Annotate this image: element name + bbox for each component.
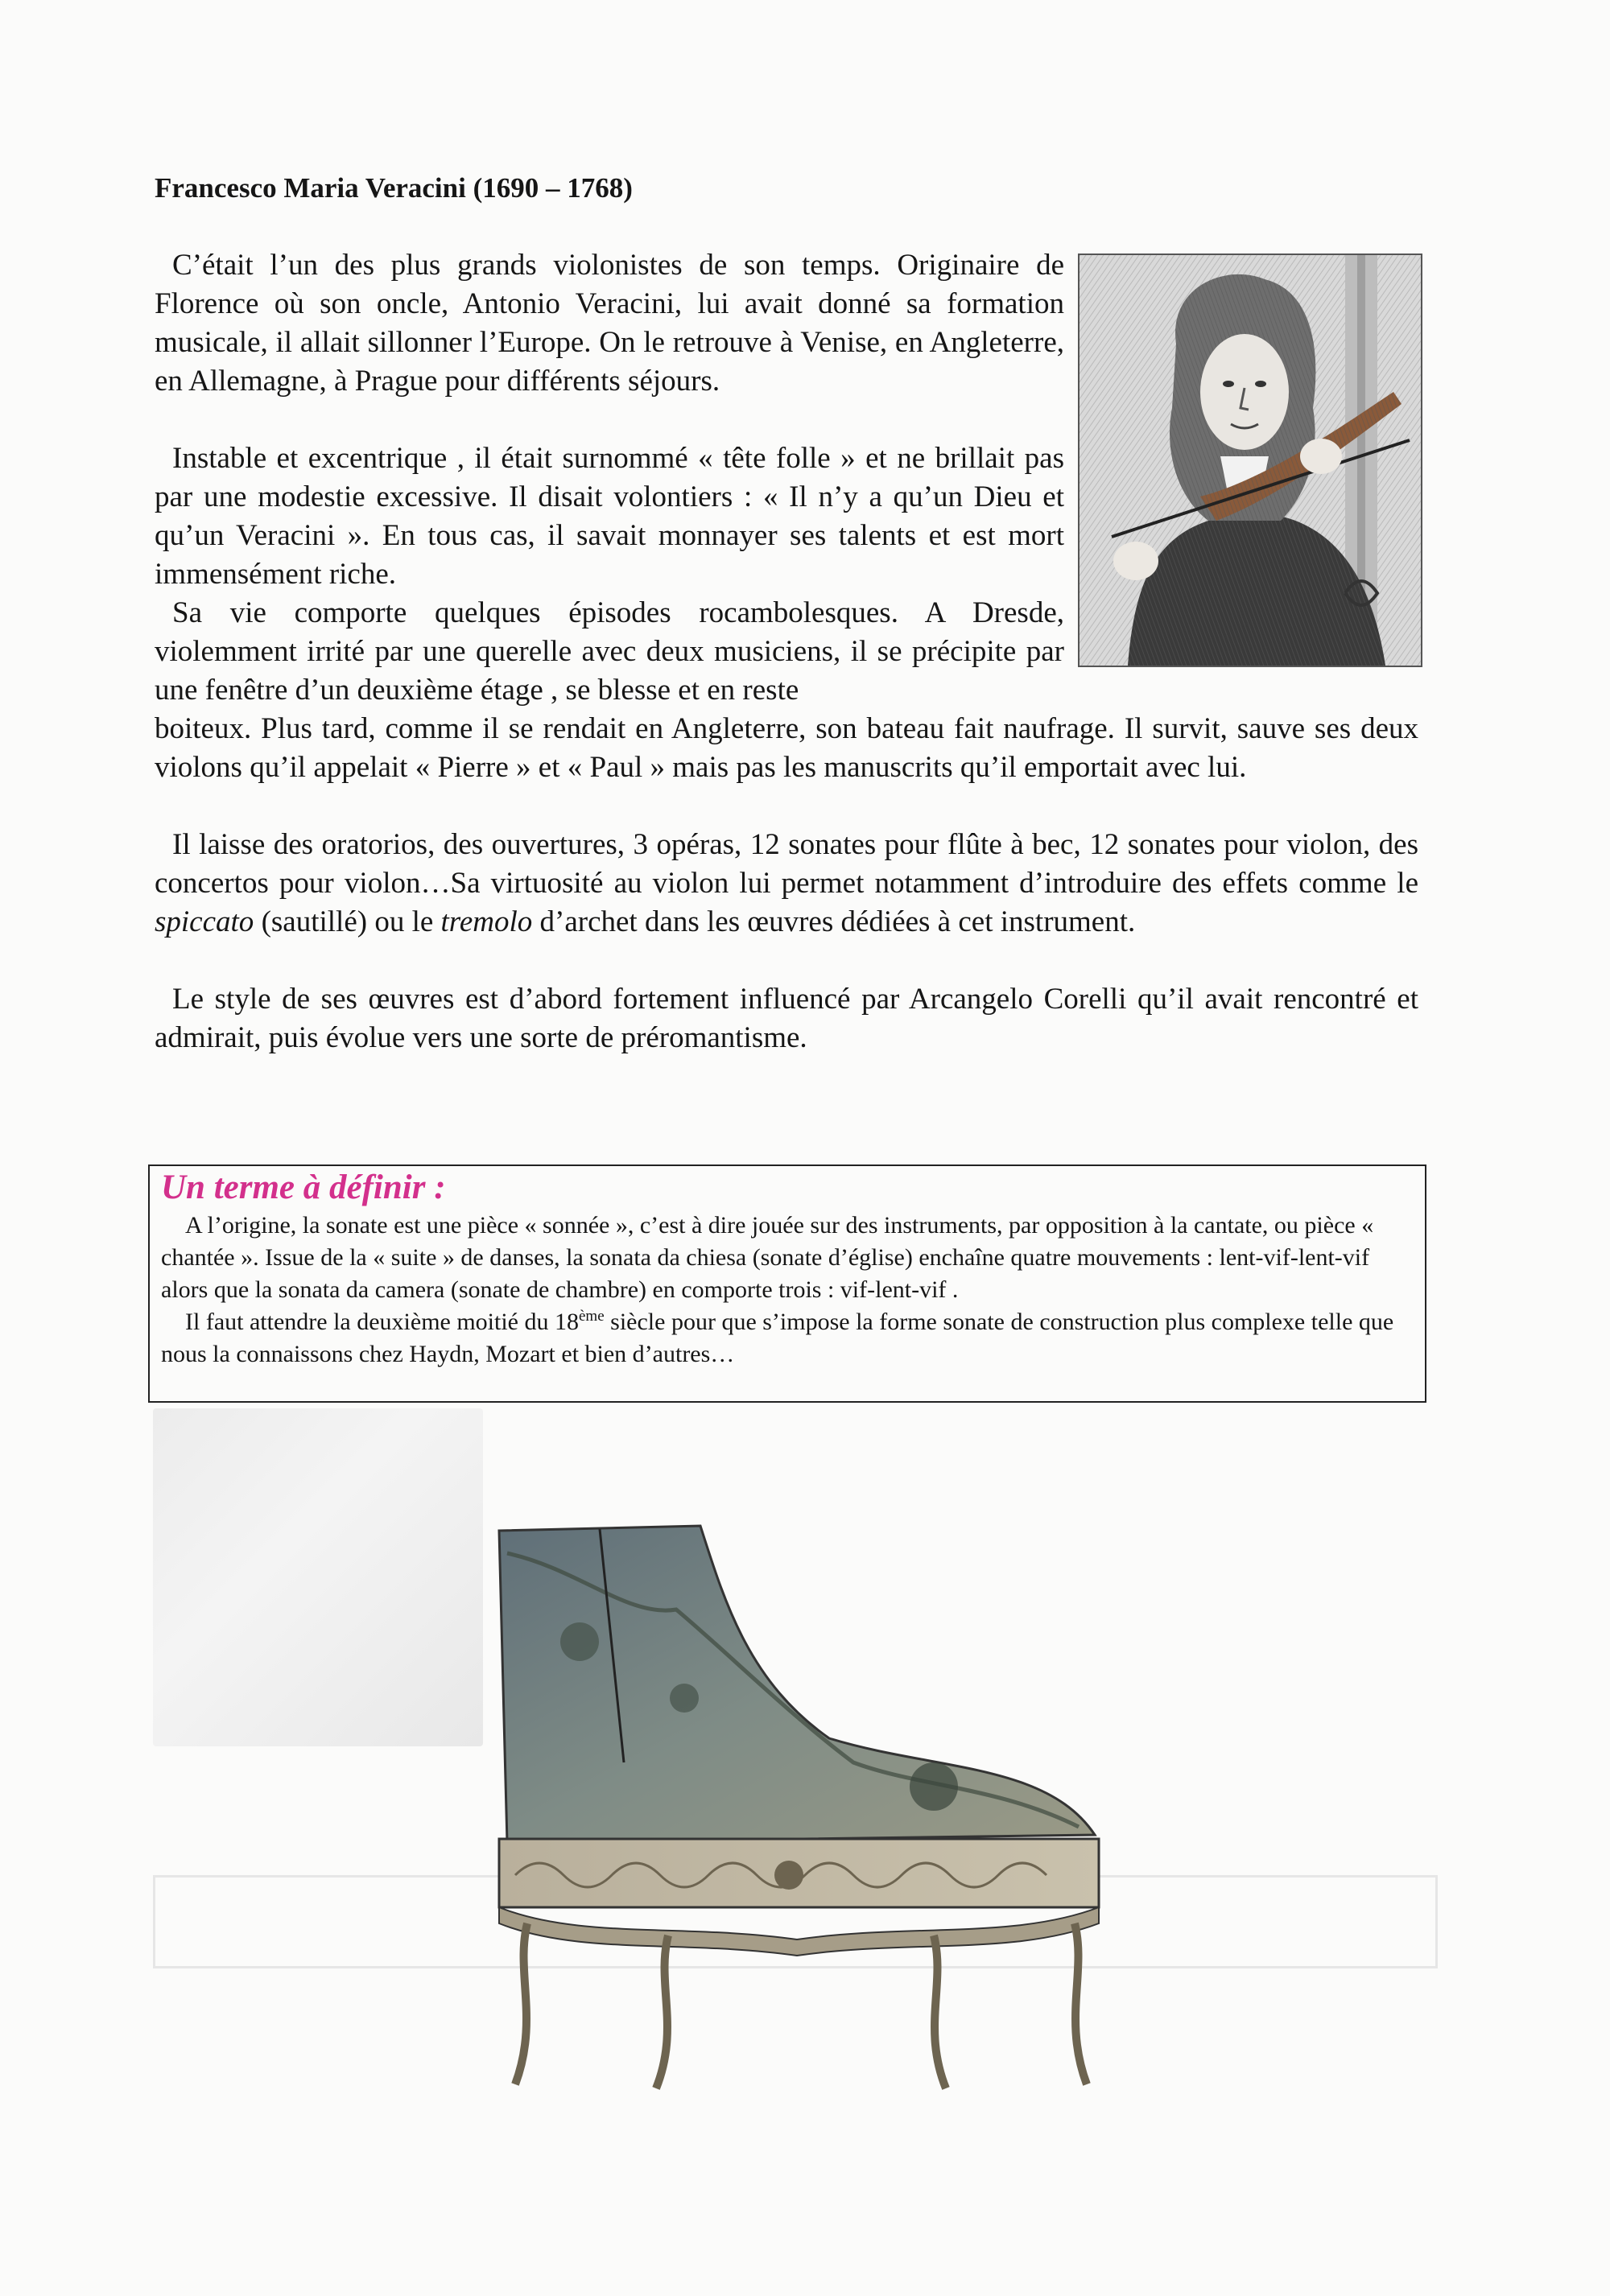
bleed-through-portrait [153, 1408, 483, 1746]
term-tremolo: tremolo [440, 905, 533, 938]
paragraph-episodes: Sa vie comporte quelques épisodes rocambolesques. A Dresde, violemment irrité par une querelle avec deux musiciens, il se précipite par une fenêtre d’un deuxième étage , se blesse et en reste [155, 596, 1064, 707]
paragraph-style: Le style de ses œuvres est d’abord fortement influencé par Arcangelo Corelli qu’il avait rencontré et admirait, puis évolue vers une sorte de préromantisme. [155, 983, 1418, 1054]
term-spiccato: spiccato [155, 905, 254, 938]
definition-paragraph: Il faut attendre la deuxième moitié du 18ème siècle pour que s’impose la forme sonate de construction plus complexe telle que nous la connaissons chez Haydn, Mozart et bien d’autres… [161, 1308, 1394, 1367]
harpsichord-image [483, 1521, 1119, 2108]
bleed-through-text [1079, 165, 1449, 254]
paragraph-works: Il laisse des oratorios, des ouvertures, 3 opéras, 12 sonates pour flûte à bec, 12 sonates pour violon, des concertos pour violon…Sa virtuosité au violon lui permet notamment d’introduire des effets comme le spiccato (sautillé) ou le tremolo d’archet dans les œuvres dédiées à cet instrument. [155, 828, 1418, 938]
paragraph-episodes-continued: boiteux. Plus tard, comme il se rendait en Angleterre, son bateau fait naufrage. Il survit, sauve ses deux violons qu’il appelait « Pierre » et « Paul » mais pas les manuscrits qu’il emportait avec lui. [155, 712, 1418, 784]
page-title: Francesco Maria Veracini (1690 – 1768) [155, 172, 633, 204]
paragraph-origins: C’était l’un des plus grands violonistes de son temps. Originaire de Florence où son oncle, Antonio Veracini, lui avait donné sa formation musicale, il allait sillonner l’Europe. On le retrouve à Venise, en Angleterre, en Allemagne, à Prague pour différents séjours. [155, 249, 1064, 398]
veracini-portrait [1078, 254, 1422, 667]
definition-box [148, 1164, 1426, 1403]
definition-paragraph: A l’origine, la sonate est une pièce « sonnée », c’est à dire jouée sur des instruments, par opposition à la cantate, ou pièce « chantée ». Issue de la « suite » de danses, la sonata da chiesa (sonate d’église) enchaîne quatre mouvements : lent-vif-lent-vif alors que la sonata da camera (sonate de chambre) en comporte trois : vif-lent-vif . [161, 1212, 1374, 1303]
definition-text [161, 1210, 1401, 1371]
paragraph-character: Instable et excentrique , il était surnommé « tête folle » et ne brillait pas par une modestie excessive. Il disait volontiers : « Il n’y a qu’un Dieu et qu’un Veracini ». En tous cas, il savait monnayer ses talents et est mort immensément riche. [155, 442, 1064, 591]
definition-title: Un terme à définir : [161, 1169, 446, 1206]
